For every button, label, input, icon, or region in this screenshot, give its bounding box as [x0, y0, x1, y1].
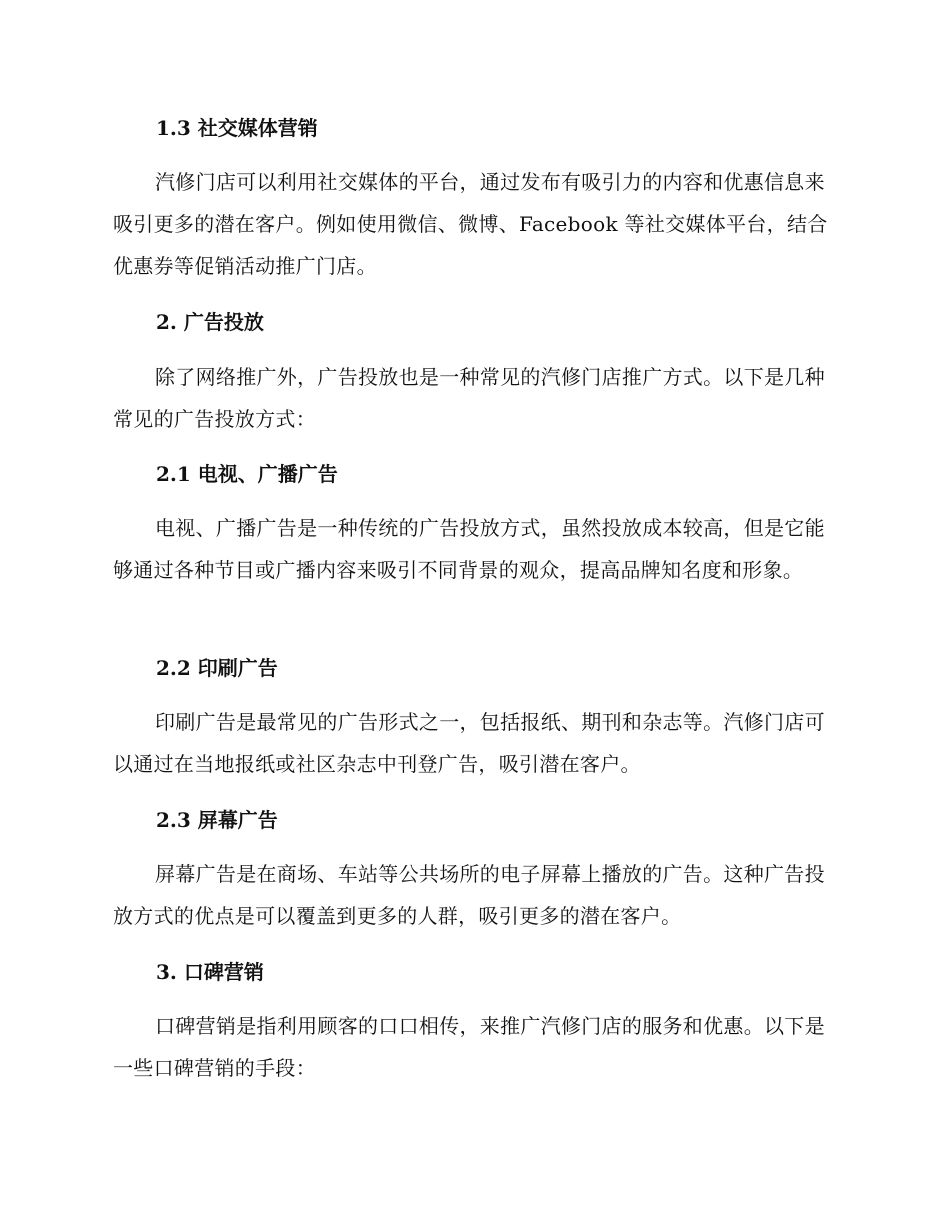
section-heading-2: 2. 广告投放 — [156, 310, 264, 334]
section-paragraph-2-1: 电视、广播广告是一种传统的广告投放方式，虽然投放成本较高，但是它能够通过各种节目或广播内容来吸引不同背景的观众，提高品牌知名度和形象。 — [113, 516, 825, 582]
section-heading-2-3: 2.3 屏幕广告 — [156, 808, 278, 832]
section-paragraph-3: 口碑营销是指利用顾客的口口相传，来推广汽修门店的服务和优惠。以下是一些口碑营销的手段： — [113, 1014, 825, 1080]
section-heading-2-2: 2.2 印刷广告 — [156, 656, 278, 680]
section-heading-2-1: 2.1 电视、广播广告 — [156, 462, 338, 486]
section-paragraph-2: 除了网络推广外，广告投放也是一种常见的汽修门店推广方式。以下是几种常见的广告投放方式： — [113, 365, 825, 431]
section-paragraph-2-3: 屏幕广告是在商场、车站等公共场所的电子屏幕上播放的广告。这种广告投放方式的优点是可以覆盖到更多的人群，吸引更多的潜在客户。 — [113, 862, 825, 928]
section-paragraph-2-2: 印刷广告是最常见的广告形式之一，包括报纸、期刊和杂志等。汽修门店可以通过在当地报纸或社区杂志中刊登广告，吸引潜在客户。 — [113, 710, 825, 776]
section-heading-3: 3. 口碑营销 — [156, 960, 264, 984]
section-paragraph-1-3: 汽修门店可以利用社交媒体的平台，通过发布有吸引力的内容和优惠信息来吸引更多的潜在客户。例如使用微信、微博、Facebook 等社交媒体平台，结合优惠券等促销活动推广门店。 — [113, 170, 828, 278]
section-heading-1-3: 1.3 社交媒体营销 — [156, 116, 318, 140]
